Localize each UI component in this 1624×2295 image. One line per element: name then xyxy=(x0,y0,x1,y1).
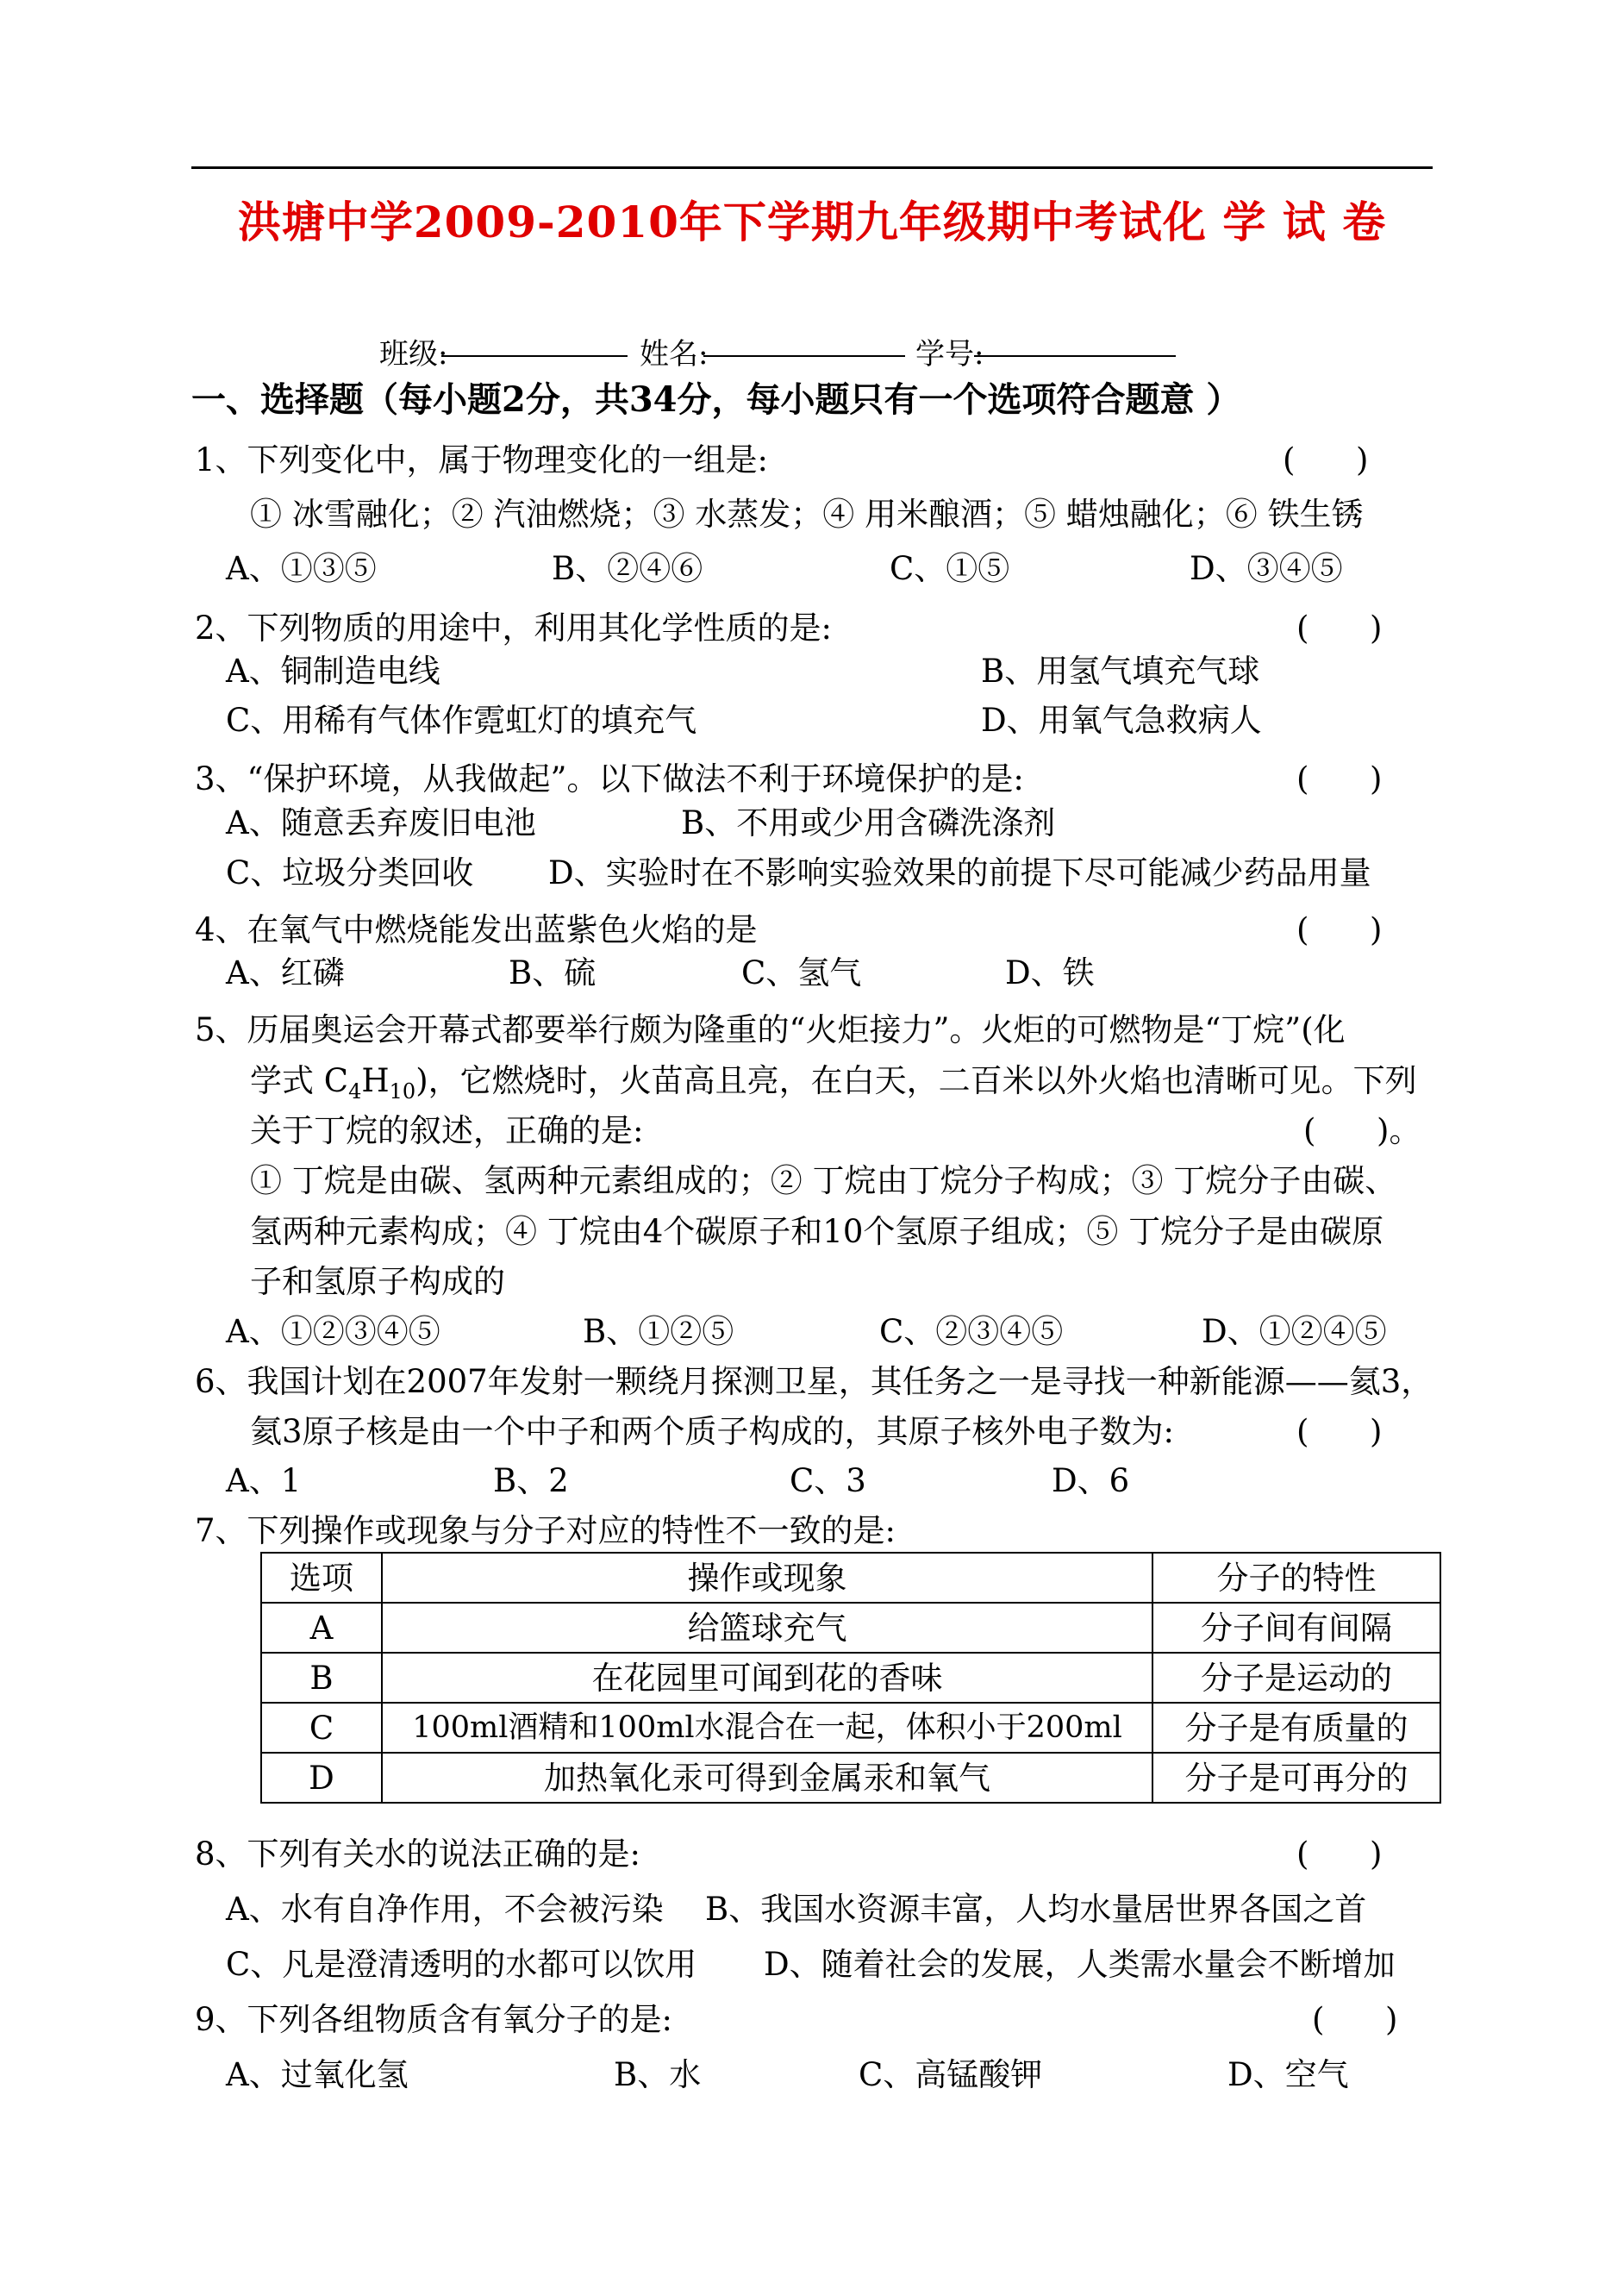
table-row xyxy=(261,1753,1440,1803)
q6-option-a[interactable]: A、1 xyxy=(226,1462,302,1499)
q1-option-d[interactable]: D、③④⑤ xyxy=(1190,550,1343,587)
exam-title: 洪塘中学2009-2010年下学期九年级期中考试化 学 试 卷 xyxy=(237,197,1387,247)
class-label: 班级: xyxy=(379,337,448,372)
q9-option-a[interactable]: A、过氧化氢 xyxy=(226,2056,409,2093)
top-rule xyxy=(191,166,1433,169)
q6-option-d[interactable]: D、6 xyxy=(1052,1462,1130,1499)
q5-option-b[interactable]: B、①②⑤ xyxy=(583,1313,734,1350)
table-row xyxy=(261,1653,1440,1703)
q5-stem-line3: 关于丁烷的叙述，正确的是: xyxy=(250,1112,644,1149)
q8-option-d[interactable]: D、随着社会的发展，人类需水量会不断增加 xyxy=(764,1946,1396,1983)
q5-subscript-4: 4 xyxy=(348,1079,362,1104)
q3-answer-paren[interactable]: ( ) xyxy=(1296,760,1383,797)
q6-answer-paren[interactable]: ( ) xyxy=(1296,1413,1383,1450)
q1-option-b[interactable]: B、②④⑥ xyxy=(552,550,703,587)
table-cell: D xyxy=(261,1753,382,1803)
q9-stem: 9、下列各组物质含有氧分子的是: xyxy=(195,2001,673,2038)
q5-subscript-10: 10 xyxy=(389,1079,416,1104)
q1-option-c[interactable]: C、①⑤ xyxy=(890,550,1010,587)
table-header-cell: 操作或现象 xyxy=(382,1553,1152,1603)
q5-statements-line3: 子和氢原子构成的 xyxy=(250,1263,505,1300)
name-label: 姓名: xyxy=(640,337,709,372)
q5-stem-line2 xyxy=(250,1062,1417,1104)
number-blank[interactable] xyxy=(974,355,1176,357)
table-header-cell: 分子的特性 xyxy=(1152,1553,1440,1603)
q8-answer-paren[interactable]: ( ) xyxy=(1296,1835,1383,1873)
number-label: 学号: xyxy=(915,337,984,372)
section-heading: 一、选择题（每小题2分，共34分，每小题只有一个选项符合题意 ） xyxy=(191,379,1241,420)
name-blank[interactable] xyxy=(703,355,905,357)
q2-option-c[interactable]: C、用稀有气体作霓虹灯的填充气 xyxy=(226,702,697,739)
table-row xyxy=(261,1703,1440,1753)
q8-option-b[interactable]: B、我国水资源丰富，人均水量居世界各国之首 xyxy=(705,1891,1367,1928)
q3-stem: 3、“保护环境，从我做起”。以下做法不利于环境保护的是: xyxy=(195,760,1024,797)
q7-stem: 7、下列操作或现象与分子对应的特性不一致的是: xyxy=(195,1512,896,1549)
q3-option-b[interactable]: B、不用或少用含磷洗涤剂 xyxy=(681,804,1056,841)
q5-stem-line2b: H xyxy=(361,1062,390,1099)
q4-stem: 4、在氧气中燃烧能发出蓝紫色火焰的是 xyxy=(195,911,758,948)
q2-option-a[interactable]: A、铜制造电线 xyxy=(226,653,440,690)
q2-answer-paren[interactable]: ( ) xyxy=(1296,610,1383,647)
q5-option-d[interactable]: D、①②④⑤ xyxy=(1202,1313,1387,1350)
q5-statements-line1: ① 丁烷是由碳、氢两种元素组成的；② 丁烷由丁烷分子构成；③ 丁烷分子由碳、 xyxy=(250,1162,1397,1199)
table-cell: 分子间有间隔 xyxy=(1152,1603,1440,1653)
table-cell: C xyxy=(261,1703,382,1753)
table-header-row xyxy=(261,1553,1440,1603)
q3-option-d[interactable]: D、实验时在不影响实验效果的前提下尽可能减少药品用量 xyxy=(548,854,1371,891)
q5-option-a[interactable]: A、①②③④⑤ xyxy=(226,1313,440,1350)
q3-option-a[interactable]: A、随意丢弃废旧电池 xyxy=(226,804,536,841)
q9-option-c[interactable]: C、高锰酸钾 xyxy=(859,2056,1043,2093)
q6-stem-line1: 6、我国计划在2007年发射一颗绕月探测卫星，其任务之一是寻找一种新能源——氦3， xyxy=(195,1363,1433,1400)
q1-items: ① 冰雪融化；② 汽油燃烧；③ 水蒸发；④ 用米酿酒；⑤ 蜡烛融化；⑥ 铁生锈 xyxy=(250,496,1364,533)
table-cell: 分子是有质量的 xyxy=(1152,1703,1440,1753)
q5-statements-line2: 氢两种元素构成；④ 丁烷由4个碳原子和10个氢原子组成；⑤ 丁烷分子是由碳原 xyxy=(250,1213,1384,1250)
q6-option-c[interactable]: C、3 xyxy=(790,1462,866,1499)
class-blank[interactable] xyxy=(441,355,628,357)
q7-table xyxy=(260,1552,1441,1804)
q2-option-b[interactable]: B、用氢气填充气球 xyxy=(981,653,1260,690)
q4-option-d[interactable]: D、铁 xyxy=(1005,954,1095,991)
q8-option-a[interactable]: A、水有自净作用，不会被污染 xyxy=(226,1891,664,1928)
table-header-cell: 选项 xyxy=(261,1553,382,1603)
table-cell: 分子是可再分的 xyxy=(1152,1753,1440,1803)
q5-stem-line1: 5、历届奥运会开幕式都要举行颇为隆重的“火炬接力”。火炬的可燃物是“丁烷”(化 xyxy=(195,1011,1346,1048)
q2-stem: 2、下列物质的用途中，利用其化学性质的是: xyxy=(195,610,833,647)
table-cell: 分子是运动的 xyxy=(1152,1653,1440,1703)
q6-option-b[interactable]: B、2 xyxy=(493,1462,569,1499)
table-row xyxy=(261,1603,1440,1653)
q1-option-a[interactable]: A、①③⑤ xyxy=(226,550,377,587)
q4-answer-paren[interactable]: ( ) xyxy=(1296,911,1383,948)
table-cell: 100ml酒精和100ml水混合在一起，体积小于200ml xyxy=(382,1703,1152,1753)
q9-option-b[interactable]: B、水 xyxy=(614,2056,702,2093)
q6-stem-line2: 氦3原子核是由一个中子和两个质子构成的，其原子核外电子数为: xyxy=(250,1413,1175,1450)
table-cell: 给篮球充气 xyxy=(382,1603,1152,1653)
q8-stem: 8、下列有关水的说法正确的是: xyxy=(195,1835,641,1873)
table-cell: A xyxy=(261,1603,382,1653)
q8-option-c[interactable]: C、凡是澄清透明的水都可以饮用 xyxy=(226,1946,697,1983)
q4-option-b[interactable]: B、硫 xyxy=(509,954,597,991)
q5-stem-line2a: 学式 C xyxy=(250,1062,349,1099)
q9-answer-paren[interactable]: ( ) xyxy=(1312,2001,1398,2038)
q1-stem: 1、下列变化中，属于物理变化的一组是: xyxy=(195,441,769,478)
q9-option-d[interactable]: D、空气 xyxy=(1227,2056,1349,2093)
table-cell: B xyxy=(261,1653,382,1703)
q3-option-c[interactable]: C、垃圾分类回收 xyxy=(226,854,474,891)
table-cell: 在花园里可闻到花的香味 xyxy=(382,1653,1152,1703)
q5-answer-paren[interactable]: ( )。 xyxy=(1303,1112,1421,1149)
q4-option-c[interactable]: C、氢气 xyxy=(741,954,862,991)
q5-stem-line2c: )，它燃烧时，火苗高且亮，在白天，二百米以外火焰也清晰可见。下列 xyxy=(415,1062,1417,1099)
q2-option-d[interactable]: D、用氧气急救病人 xyxy=(981,702,1262,739)
q5-option-c[interactable]: C、②③④⑤ xyxy=(879,1313,1064,1350)
q4-option-a[interactable]: A、红磷 xyxy=(226,954,345,991)
q1-answer-paren[interactable]: ( ) xyxy=(1283,441,1369,478)
table-cell: 加热氧化汞可得到金属汞和氧气 xyxy=(382,1753,1152,1803)
